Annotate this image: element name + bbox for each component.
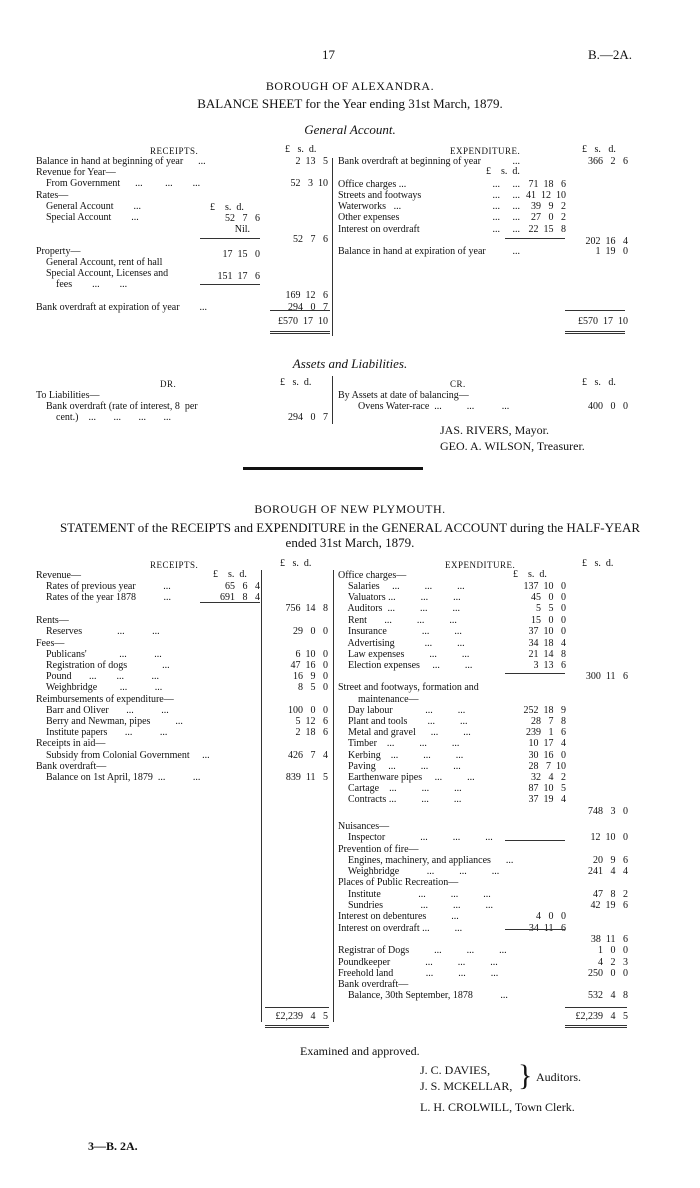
np-receipt-row-label: Reserves ... ... bbox=[36, 626, 160, 637]
expenditure-row-label: Waterworks ... bbox=[338, 201, 402, 212]
alexandra-right-lsd: £ s. d. bbox=[582, 144, 616, 155]
np-receipt-row-label: Subsidy from Colonial Government ... bbox=[36, 750, 210, 761]
np-receipt-row-amount: 47 16 0 bbox=[290, 660, 328, 671]
np-expenditure-row-label: Salaries ... ... ... bbox=[338, 581, 465, 592]
cr-heading: CR. bbox=[450, 379, 466, 389]
rates-special-amount: Nil. bbox=[234, 224, 250, 235]
expenditure-row-amount: 366 2 6 bbox=[588, 156, 628, 167]
treasurer-signature: GEO. A. WILSON, Treasurer. bbox=[440, 439, 585, 453]
np-expenditure-row-label: Nuisances— bbox=[338, 821, 390, 832]
np-expenditure-row-label: Cartage ... ... ... bbox=[338, 783, 462, 794]
alexandra-subtitle: BALANCE SHEET for the Year ending 31st March, 1879. bbox=[197, 96, 503, 111]
assets-column-divider bbox=[332, 376, 333, 424]
np-expenditure-row-amount: 20 9 6 bbox=[593, 855, 628, 866]
np-receipt-row-label: Reimbursements of expenditure— bbox=[36, 694, 174, 705]
np-right-total-double-a bbox=[565, 1025, 627, 1026]
np-expenditure-row-subamount: 45 0 0 bbox=[531, 592, 566, 603]
np-expenditure-row-amount: 241 4 4 bbox=[588, 866, 628, 877]
np-expenditure-row-label: Contracts ... ... ... bbox=[338, 794, 462, 805]
receipt-row-amount: 169 12 6 bbox=[285, 290, 328, 302]
np-expenditure-row-subamount: 137 10 0 bbox=[523, 581, 566, 592]
np-expenditure-row-amount: 1 0 0 bbox=[598, 945, 628, 956]
np-expenditure-row-label: Interest on debentures ... bbox=[338, 911, 459, 922]
np-receipt-row-amount: 6 10 0 bbox=[295, 649, 328, 660]
np-expenditure-row-amount: 250 0 0 bbox=[588, 968, 628, 979]
receipt-row-label: Property— bbox=[36, 245, 81, 257]
np-expenditure-row-subamount: 30 16 0 bbox=[528, 750, 566, 761]
np-expenditure-row-subamount: 239 1 6 bbox=[526, 727, 566, 738]
np-receipt-row-amount: 8 5 0 bbox=[298, 682, 328, 693]
assets-line-2: Ovens Water-race ... ... ... bbox=[338, 401, 510, 412]
np-expenditure-row-label: Poundkeeper ... ... ... bbox=[338, 957, 498, 968]
np-receipt-row-label: Revenue— bbox=[36, 570, 81, 581]
np-expenditure-row-subamount: 37 19 4 bbox=[528, 794, 566, 805]
expenditure-row-dots: ... ... bbox=[492, 179, 520, 190]
np-expenditure-row-label: maintenance— bbox=[338, 694, 419, 705]
town-clerk-signature: L. H. CROLWILL, Town Clerk. bbox=[420, 1100, 575, 1114]
np-left-total: £2,239 4 5 bbox=[275, 1011, 328, 1022]
np-receipt-row-amount: 426 7 4 bbox=[288, 750, 328, 761]
alexandra-left-lsd: £ s. d. bbox=[285, 144, 317, 155]
np-receipts-heading: RECEIPTS. bbox=[150, 560, 199, 570]
np-right-total: £2,239 4 5 bbox=[575, 1011, 628, 1022]
np-expenditure-row-label: Bank overdraft— bbox=[338, 979, 409, 990]
receipt-row-label: General Account ... bbox=[36, 200, 141, 212]
np-expenditure-row-amount: 300 11 6 bbox=[585, 671, 628, 682]
liabilities-line-1: To Liabilities— bbox=[36, 390, 100, 401]
receipt-row-label: Balance in hand at beginning of year ... bbox=[36, 156, 206, 167]
np-receipt-row-label: Fees— bbox=[36, 638, 65, 649]
expenditure-row-subamount: 41 12 10 bbox=[526, 190, 566, 201]
np-expenditure-row-label: Election expenses ... ... bbox=[338, 660, 473, 671]
property-special-amount: 151 17 6 bbox=[217, 271, 260, 282]
auditor-davies: J. C. DAVIES, bbox=[420, 1063, 491, 1077]
np-expenditure-row-amount: 748 3 0 bbox=[588, 806, 628, 817]
receipt-row-label: Rates— bbox=[36, 189, 69, 201]
receipt-row-amount: 52 7 6 bbox=[293, 234, 328, 246]
np-expenditure-row-subamount: 3 13 6 bbox=[533, 660, 566, 671]
np-expenditure-row-amount: 4 2 3 bbox=[598, 957, 628, 968]
footer-code: 3—B. 2A. bbox=[88, 1139, 138, 1153]
np-expenditure-row-label: Plant and tools ... ... bbox=[338, 716, 468, 727]
expenditure-row-label: Office charges ... bbox=[338, 179, 407, 190]
alexandra-right-total-double-b bbox=[565, 333, 625, 334]
expenditure-row-subamount: 27 0 2 bbox=[531, 212, 566, 223]
np-receipt-row-amount: 29 0 0 bbox=[293, 626, 328, 637]
np-expenditure-row-label: Paving ... ... ... bbox=[338, 761, 461, 772]
np-receipt-row-label: Registration of dogs ... bbox=[36, 660, 170, 671]
alexandra-left-total-double-a bbox=[270, 331, 330, 332]
liabilities-line-3: cent.) ... ... ... ... bbox=[36, 412, 171, 423]
alexandra-column-divider bbox=[332, 158, 333, 336]
assets-right-lsd: £ s. d. bbox=[582, 377, 616, 388]
np-receipt-row-label: Barr and Oliver ... ... bbox=[36, 705, 169, 716]
np-expenditure-row-label: Earthenware pipes ... ... bbox=[338, 772, 475, 783]
np-receipt-row-amount: 2 18 6 bbox=[295, 727, 328, 738]
np-office-rule bbox=[505, 673, 565, 674]
np-receipt-row-label: Receipts in aid— bbox=[36, 738, 106, 749]
np-expenditure-row-amount: 47 8 2 bbox=[593, 889, 628, 900]
np-expenditure-row-amount: 12 10 0 bbox=[590, 832, 628, 843]
expenditure-row-subamount: 39 9 2 bbox=[531, 201, 566, 212]
np-expenditure-row-subamount: 34 18 4 bbox=[528, 638, 566, 649]
alexandra-left-total-double-b bbox=[270, 333, 330, 334]
np-expenditure-row-label: Inspector ... ... ... bbox=[338, 832, 493, 843]
np-right-lsd: £ s. d. bbox=[582, 558, 614, 569]
np-expenditure-row-amount: 38 11 6 bbox=[590, 934, 628, 945]
dr-heading: DR. bbox=[160, 379, 177, 389]
np-receipt-row-amount: 100 0 0 bbox=[288, 705, 328, 716]
np-interest-rule bbox=[505, 929, 565, 930]
mayor-signature: JAS. RIVERS, Mayor. bbox=[440, 423, 550, 437]
np-expenditure-heading: EXPENDITURE. bbox=[445, 560, 516, 570]
np-expenditure-row-subamount: 37 10 0 bbox=[528, 626, 566, 637]
np-receipt-row-label: Rates of previous year ... bbox=[36, 581, 171, 592]
np-expenditure-row-label: Advertising ... ... bbox=[338, 638, 465, 649]
np-column-divider bbox=[333, 570, 334, 1022]
np-receipt-row-subamount: 691 8 4 bbox=[220, 592, 260, 603]
np-right-total-rule bbox=[565, 1007, 627, 1008]
np-expenditure-row-subamount: 28 7 10 bbox=[528, 761, 566, 772]
expenditure-row-subamount: 22 15 8 bbox=[528, 224, 566, 235]
receipt-row-amount: 294 0 7 bbox=[288, 301, 328, 313]
np-left-lsd: £ s. d. bbox=[280, 558, 312, 569]
np-expenditure-row-label: Valuators ... ... ... bbox=[338, 592, 461, 603]
np-expenditure-row-label: Rent ... ... ... bbox=[338, 615, 457, 626]
np-receipt-row-label: Berry and Newman, pipes ... bbox=[36, 716, 183, 727]
np-expenditure-row-label: Balance, 30th September, 1878 ... bbox=[338, 990, 508, 1001]
np-expenditure-row-label: Freehold land ... ... ... bbox=[338, 968, 499, 979]
np-receipt-row-label: Weighbridge ... ... bbox=[36, 682, 163, 693]
expenditure-row-label: Other expenses bbox=[338, 212, 400, 223]
np-receipt-row-amount: 756 14 8 bbox=[285, 603, 328, 614]
np-expenditure-row-label: Day labour ... ... bbox=[338, 705, 466, 716]
np-expenditure-row-amount: 42 19 6 bbox=[590, 900, 628, 911]
expenditure-row-amount: 1 19 0 bbox=[595, 246, 628, 257]
alexandra-receipts-heading: RECEIPTS. bbox=[150, 146, 199, 156]
auditors-label: Auditors. bbox=[536, 1070, 581, 1084]
np-expenditure-row-label: Office charges— bbox=[338, 570, 407, 581]
receipt-row-label: Special Account, Licenses and bbox=[36, 268, 169, 279]
np-expenditure-row-subamount: 252 18 9 bbox=[523, 705, 566, 716]
np-expenditure-row-subamount: 34 11 6 bbox=[528, 923, 566, 934]
np-expenditure-row-label: Auditors ... ... ... bbox=[338, 603, 460, 614]
section-separator bbox=[243, 467, 423, 470]
np-receipt-row-label: Balance on 1st April, 1879 ... ... bbox=[36, 772, 201, 783]
np-expenditure-row-subamount: 28 7 8 bbox=[531, 716, 566, 727]
alexandra-left-total: £570 17 10 bbox=[278, 316, 328, 327]
expenditure-row-dots: ... ... bbox=[492, 224, 520, 235]
receipt-row-label: Revenue for Year— bbox=[36, 167, 116, 179]
np-expenditure-row-label: Kerbing ... ... ... bbox=[338, 750, 464, 761]
expenditure-row-label: Bank overdraft at beginning of year bbox=[338, 156, 482, 167]
expenditure-row-subamount: 71 18 6 bbox=[528, 179, 566, 190]
np-right-sub-lsd: £ s. d. bbox=[513, 569, 547, 580]
np-receipt-row-amount: 5 12 6 bbox=[295, 716, 328, 727]
receipt-row-label: General Account, rent of hall bbox=[36, 256, 163, 268]
alexandra-right-total-double-a bbox=[565, 331, 625, 332]
np-expenditure-row-amount: 532 4 8 bbox=[588, 990, 628, 1001]
np-left-total-double-a bbox=[265, 1025, 329, 1026]
np-revenue-rule bbox=[200, 602, 260, 603]
rates-lsd: £ s. d. bbox=[210, 202, 244, 213]
alexandra-expenditure-heading: EXPENDITURE. bbox=[450, 146, 521, 156]
np-receipt-row-label: Institute papers ... ... bbox=[36, 727, 168, 738]
np-streets-rule bbox=[505, 840, 565, 841]
new-plymouth-subtitle-2: ended 31st March, 1879. bbox=[285, 535, 415, 550]
np-expenditure-row-subamount: 5 5 0 bbox=[536, 603, 566, 614]
receipt-row-label: Bank overdraft at expiration of year ... bbox=[36, 301, 208, 313]
np-expenditure-row-label: Law expenses ... ... bbox=[338, 649, 470, 660]
receipt-row-amount: 52 3 10 bbox=[290, 178, 328, 190]
np-left-sub-lsd: £ s. d. bbox=[213, 569, 247, 580]
alexandra-right-subtotal: 202 16 4 bbox=[585, 236, 628, 247]
property-rule bbox=[200, 284, 260, 285]
alexandra-right-total: £570 17 10 bbox=[578, 316, 628, 327]
np-expenditure-row-label: Prevention of fire— bbox=[338, 844, 419, 855]
assets-amount: 400 0 0 bbox=[588, 401, 628, 412]
np-expenditure-row-label: Engines, machinery, and appliances ... bbox=[338, 855, 514, 866]
receipt-row-label: fees ... ... bbox=[36, 279, 128, 291]
np-expenditure-row-subamount: 21 14 8 bbox=[528, 649, 566, 660]
rates-general-amount: 52 7 6 bbox=[225, 213, 260, 224]
receipt-row-label: From Government ... ... ... bbox=[36, 178, 201, 190]
np-expenditure-row-label: Insurance ... ... bbox=[338, 626, 462, 637]
np-expenditure-row-label: Street and footways, formation and bbox=[338, 682, 479, 693]
np-left-amount-rule bbox=[261, 570, 262, 1022]
expenditure-row-dots: ... bbox=[512, 156, 520, 167]
np-left-total-rule bbox=[265, 1007, 329, 1008]
alexandra-left-total-rule bbox=[270, 310, 330, 311]
np-right-total-double-b bbox=[565, 1027, 627, 1028]
right-sub-lsd: £ s. d. bbox=[486, 166, 520, 177]
np-expenditure-row-label: Timber ... ... ... bbox=[338, 738, 460, 749]
assets-left-lsd: £ s. d. bbox=[280, 377, 312, 388]
new-plymouth-subtitle-1: STATEMENT of the RECEIPTS and EXPENDITURE in the GENERAL ACCOUNT during the HALF-YEAR bbox=[59, 520, 641, 535]
page-number: 17 bbox=[322, 47, 335, 62]
assets-liabilities-heading: Assets and Liabilities. bbox=[292, 356, 408, 371]
receipt-row-label: Special Account ... bbox=[36, 212, 139, 223]
expenditure-row-dots: ... ... bbox=[492, 201, 520, 212]
receipt-row-amount: 2 13 5 bbox=[295, 156, 328, 167]
np-expenditure-row-label: Places of Public Recreation— bbox=[338, 877, 459, 888]
auditor-mckellar: J. S. MCKELLAR, bbox=[420, 1079, 513, 1093]
np-receipt-row-label: Bank overdraft— bbox=[36, 761, 107, 772]
auditor-brace: } bbox=[518, 1059, 533, 1092]
document-code: B.—2A. bbox=[588, 47, 633, 62]
alexandra-title: BOROUGH OF ALEXANDRA. bbox=[265, 79, 435, 93]
expenditure-row-dots: ... bbox=[512, 246, 520, 257]
np-expenditure-row-label: Registrar of Dogs ... ... ... bbox=[338, 945, 507, 956]
expenditure-row-label: Balance in hand at expiration of year bbox=[338, 246, 486, 257]
np-expenditure-row-label: Weighbridge ... ... ... bbox=[338, 866, 500, 877]
np-expenditure-row-label: Metal and gravel ... ... bbox=[338, 727, 471, 738]
np-expenditure-row-subamount: 10 17 4 bbox=[528, 738, 566, 749]
property-general-amount: 17 15 0 bbox=[222, 249, 260, 260]
expenditure-row-label: Streets and footways bbox=[338, 190, 422, 201]
np-receipt-row-label: Rates of the year 1878 ... bbox=[36, 592, 171, 603]
np-expenditure-row-label: Interest on overdraft ... ... bbox=[338, 923, 463, 934]
np-receipt-row-amount: 16 9 0 bbox=[293, 671, 328, 682]
np-receipt-row-label: Rents— bbox=[36, 615, 69, 626]
np-expenditure-row-label: Sundries ... ... ... bbox=[338, 900, 493, 911]
np-receipt-row-label: Publicans' ... ... bbox=[36, 649, 162, 660]
assets-line-1: By Assets at date of balancing— bbox=[338, 390, 469, 401]
alexandra-right-total-rule bbox=[565, 310, 625, 311]
np-expenditure-row-subamount: 4 0 0 bbox=[536, 911, 566, 922]
liabilities-line-2: Bank overdraft (rate of interest, 8 per bbox=[36, 401, 198, 412]
rates-rule bbox=[200, 238, 260, 239]
liabilities-amount: 294 0 7 bbox=[288, 412, 328, 423]
np-expenditure-row-subamount: 87 10 5 bbox=[528, 783, 566, 794]
examined-approved: Examined and approved. bbox=[300, 1044, 420, 1058]
np-expenditure-row-label: Institute ... ... ... bbox=[338, 889, 491, 900]
np-receipt-row-amount: 839 11 5 bbox=[285, 772, 328, 783]
general-account-heading: General Account. bbox=[304, 122, 396, 137]
np-receipt-row-subamount: 65 6 4 bbox=[225, 581, 260, 592]
new-plymouth-title: BOROUGH OF NEW PLYMOUTH. bbox=[254, 502, 446, 516]
expenditure-row-dots: ... ... bbox=[492, 190, 520, 201]
np-expenditure-row-subamount: 15 0 0 bbox=[531, 615, 566, 626]
expenditure-row-label: Interest on overdraft bbox=[338, 224, 420, 235]
np-left-total-double-b bbox=[265, 1027, 329, 1028]
expenditure-row-dots: ... ... bbox=[492, 212, 520, 223]
np-expenditure-row-subamount: 32 4 2 bbox=[531, 772, 566, 783]
np-receipt-row-label: Pound ... ... ... bbox=[36, 671, 160, 682]
